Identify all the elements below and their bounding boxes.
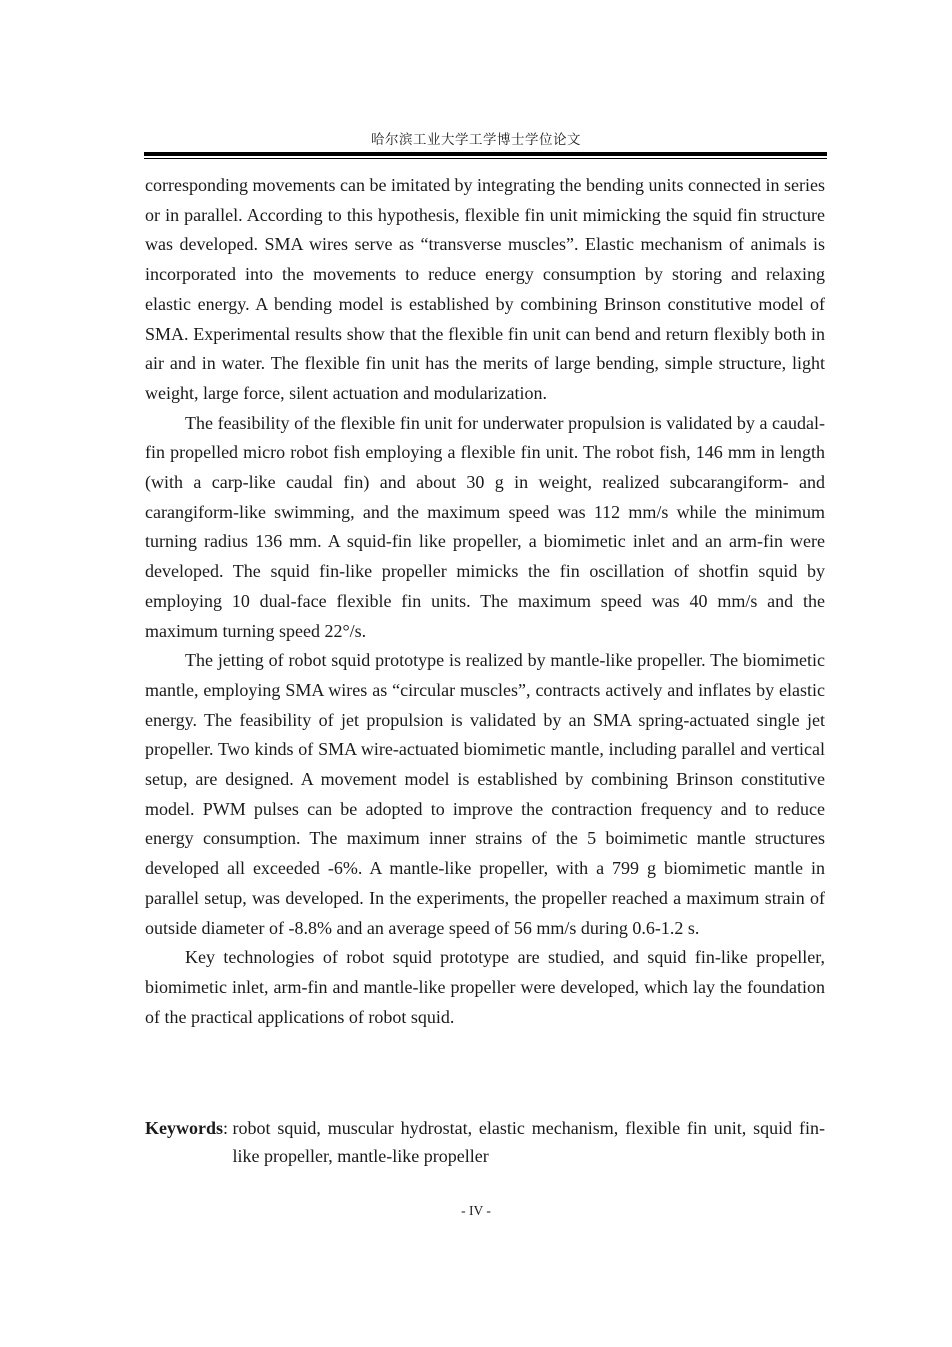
header-rule-thin	[144, 158, 827, 159]
abstract-paragraph: The feasibility of the flexible fin unit for underwater propulsion is validated by a caudal-fin propelled micro robot fish employing a flexible fin unit. The robot fish, 146 mm in length (with a carp-like caudal fin) and about 30 g in weight, realized subcarangiform- and carangiform-like swimming, and the maximum speed was 112 mm/s while the minimum turning radius 136 mm. A squid-fin like propeller, a biomimetic inlet and an arm-fin were developed. The squid fin-like propeller mimicks the fin oscillation of shotfin squid by employing 10 dual-face flexible fin units. The maximum speed was 40 mm/s and the maximum turning speed 22°/s.	[145, 412, 825, 641]
abstract-body	[145, 171, 825, 1032]
header-rule-thick	[144, 152, 827, 156]
page-number: - IV -	[461, 1203, 491, 1218]
keywords-separator: :	[223, 1118, 229, 1138]
abstract-paragraph: The jetting of robot squid prototype is realized by mantle-like propeller. The biomimetic mantle, employing SMA wires as “circular muscles”, contracts actively and inflates by elastic energy. The feasibility of jet propulsion is validated by an SMA spring-actuated single jet propeller. Two kinds of SMA wire-actuated biomimetic mantle, including parallel and vertical setup, are designed. A movement model is established by combining Brinson constitutive model. PWM pulses can be adopted to improve the contraction frequency and to reduce energy consumption. The maximum inner strains of the 5 boimimetic mantle structures developed all exceeded -6%. A mantle-like propeller, with a 799 g biomimetic mantle in parallel setup, was developed. In the experiments, the propeller reached a maximum strain of outside diameter of -8.8% and an average speed of 56 mm/s during 0.6-1.2 s.	[145, 650, 825, 938]
abstract-paragraph: Key technologies of robot squid prototype are studied, and squid fin-like propeller, biomimetic inlet, arm-fin and mantle-like propeller were developed, which lay the foundation of the practical applications of robot squid.	[145, 947, 825, 1027]
abstract-paragraph: corresponding movements can be imitated by integrating the bending units connected in series or in parallel. According to this hypothesis, flexible fin unit mimicking the squid fin structure was developed. SMA wires serve as “transverse muscles”. Elastic mechanism of animals is incorporated into the movements to reduce energy consumption by storing and relaxing elastic energy. A bending model is established by combining Brinson constitutive model of SMA. Experimental results show that the flexible fin unit can bend and return flexibly both in air and in water. The flexible fin unit has the merits of large bending, simple structure, light weight, large force, silent actuation and modularization.	[145, 175, 825, 403]
keywords-list: robot squid, muscular hydrostat, elastic mechanism, flexible fin unit, squid fin-like propeller, mantle-like propeller	[232, 1118, 825, 1166]
keywords-block	[145, 1114, 825, 1170]
running-header: 哈尔滨工业大学工学博士学位论文	[371, 132, 581, 147]
keywords-label: Keywords	[145, 1118, 223, 1138]
